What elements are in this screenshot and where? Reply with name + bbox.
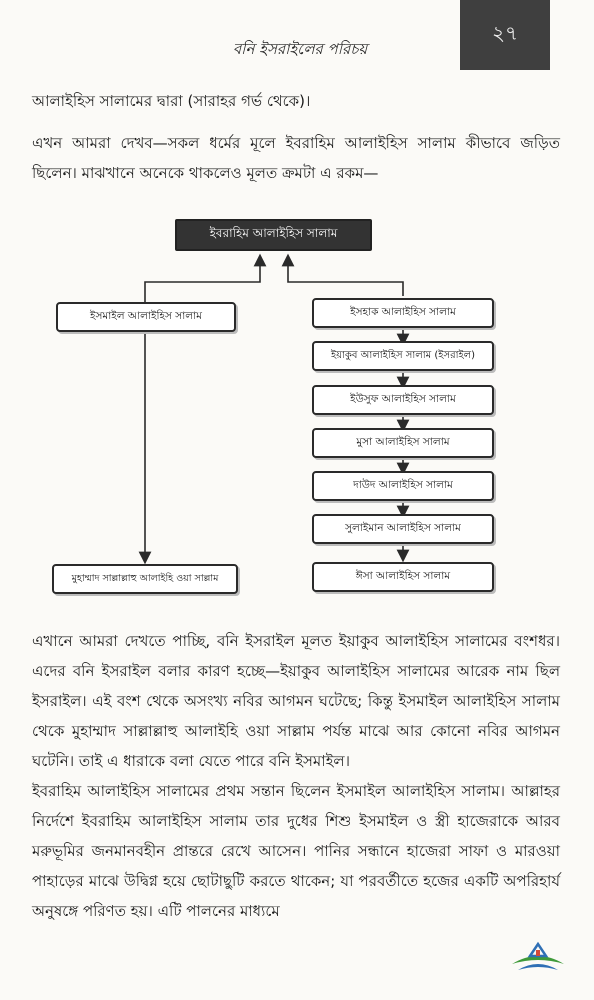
paragraph-3: ইবরাহিম আলাইহিস সালামের প্রথম সন্তান ছিলেন ইসমাইল আলাইহিস সালাম। আল্লাহর নির্দেশে ইবরাহিম আলাইহিস সালাম তার দুধের শিশু ইসমাইল ও স্ত্রী হাজেরাকে আরব মরুভূমির জনমানবহীন প্রান্তরে রেখে আসেন। পানির সন্ধানে হাজেরা সাফা ও মারওয়া পাহাড়ের মাঝে উদ্বিগ্ন হয়ে ছোটাছুটি করতে থাকেন; যা পরবর্তীতে হজের একটি অপরিহার্য অনুষঙ্গে পরিণত হয়। এটি পালনের মাধ্যমে: [32, 782, 560, 920]
running-header-title: বনি ইসরাইলের পরিচয়: [232, 40, 368, 58]
connector-ishaq-root: [288, 260, 403, 296]
node-isa: ঈসা আলাইহিস সালাম: [312, 562, 494, 592]
node-ismail: ইসমাইল আলাইহিস সালাম: [56, 302, 236, 332]
connector-ismail-root: [145, 260, 260, 302]
intro-line: আলাইহিস সালামের দ্বারা (সারাহর গর্ভ থেকে)।: [32, 92, 311, 110]
node-musa: মুসা আলাইহিস সালাম: [312, 428, 494, 458]
paragraph-1: এখন আমরা দেখব—সকল ধর্মের মূলে ইবরাহিম আলাইহিস সালাম কীভাবে জড়িত ছিলেন। মাঝখানে অনেকে থাকলেও মূলত ক্রমটা এ রকম—: [32, 134, 560, 182]
node-muhammad: মুহাম্মাদ সাল্লাল্লাহু আলাইহি ওয়া সাল্লাম: [52, 564, 238, 594]
node-dawud: দাউদ আলাইহিস সালাম: [312, 471, 494, 501]
page-number: ২৭: [460, 0, 550, 70]
publisher-logo-icon: [508, 938, 568, 978]
paragraph-2: এখানে আমরা দেখতে পাচ্ছি, বনি ইসরাইল মূলত ইয়াকুব আলাইহিস সালামের বংশধর। এদের বনি ইসরাইল বলার কারণ হচ্ছে—ইয়াকুব আলাইহিস সালামের আরেক নাম ছিল ইসরাইল। এই বংশ থেকে অসংখ্য নবির আগমন ঘটেছে; কিন্তু ইসমাইল আলাইহিস সালাম থেকে মুহাম্মাদ সাল্লাল্লাহু আলাইহি ওয়া সাল্লাম পর্যন্ত মাঝে আর কোনো নবির আগমন ঘটেনি। তাই এ ধারাকে বলা যেতে পারে বনি ইসমাইল।: [32, 632, 560, 770]
node-sulaiman: সুলাইমান আলাইহিস সালাম: [312, 514, 494, 544]
node-yusuf: ইউসুফ আলাইহিস সালাম: [312, 385, 494, 415]
node-ishaq: ইসহাক আলাইহিস সালাম: [312, 298, 494, 328]
node-yaqub: ইয়াকুব আলাইহিস সালাম (ইসরাইল): [312, 341, 494, 371]
node-ibrahim: ইবরাহিম আলাইহিস সালাম: [175, 219, 372, 251]
